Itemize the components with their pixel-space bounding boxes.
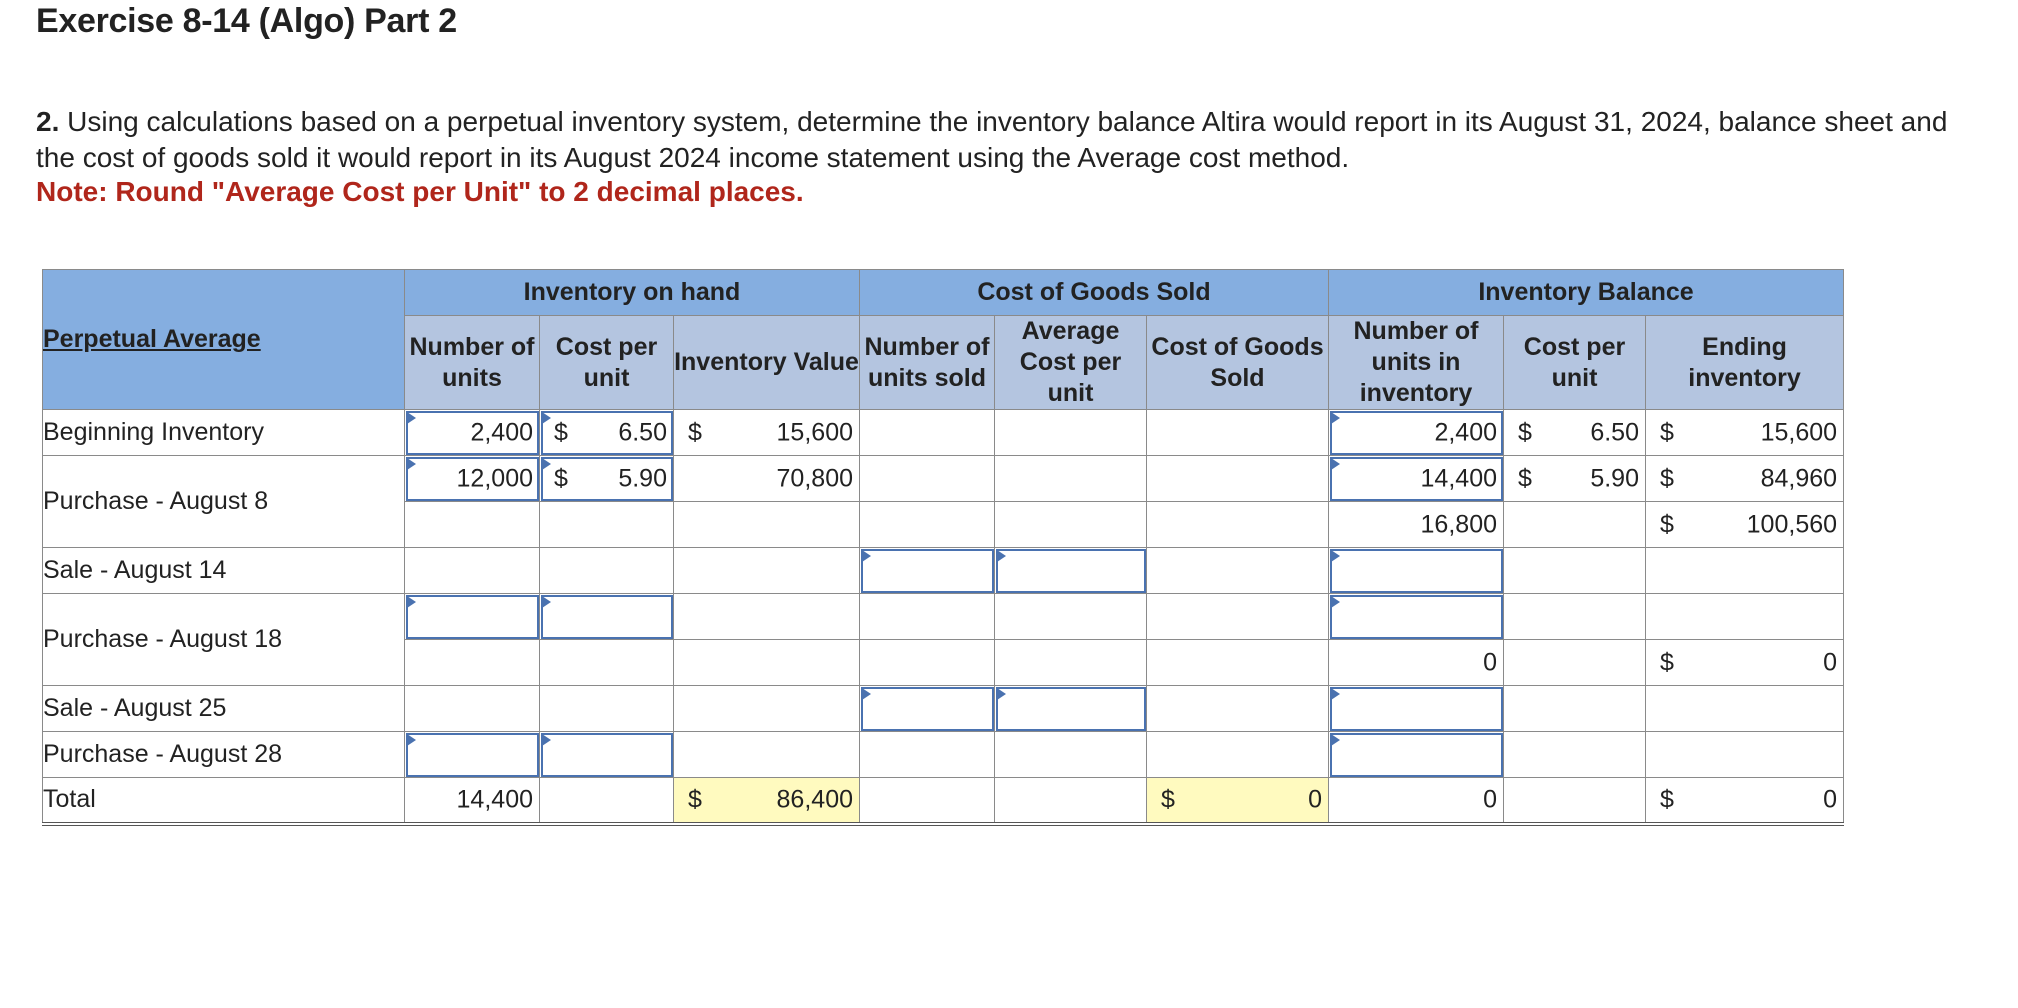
units-in-inventory-input[interactable] xyxy=(1329,410,1504,456)
empty-cell xyxy=(1646,548,1844,594)
table-corner-header xyxy=(43,270,405,410)
subtotal-units-cell xyxy=(1329,502,1504,548)
cell-value: 5.90 xyxy=(1590,464,1639,492)
group-cost-of-goods-sold: Cost of Goods Sold xyxy=(860,270,1329,316)
empty-cell xyxy=(674,686,860,732)
cell-value: 12,000 xyxy=(456,464,533,492)
units-input[interactable] xyxy=(405,594,540,640)
cost-per-unit-input[interactable] xyxy=(540,410,674,456)
inventory-value-cell xyxy=(674,410,860,456)
empty-cell xyxy=(1147,410,1329,456)
subtotal-units-cell xyxy=(1329,640,1504,686)
average-cost-input[interactable] xyxy=(995,686,1147,732)
empty-cell xyxy=(674,640,860,686)
row-label: Total xyxy=(43,778,405,824)
empty-cell xyxy=(1646,686,1844,732)
empty-cell xyxy=(995,502,1147,548)
cost-per-unit-input[interactable] xyxy=(540,456,674,502)
header-ending-inventory: Ending inventory xyxy=(1646,316,1844,410)
empty-cell xyxy=(860,778,995,824)
cell-value: 15,600 xyxy=(1760,418,1838,446)
empty-cell xyxy=(674,594,860,640)
empty-cell xyxy=(405,640,540,686)
empty-cell xyxy=(1504,778,1646,824)
dollar-sign: $ xyxy=(688,785,702,814)
page-title: Exercise 8-14 (Algo) Part 2 xyxy=(36,2,457,40)
units-in-inventory-input[interactable] xyxy=(1329,456,1504,502)
empty-cell xyxy=(405,686,540,732)
dollar-sign: $ xyxy=(1660,785,1674,814)
empty-cell xyxy=(995,410,1147,456)
empty-cell xyxy=(1504,686,1646,732)
table-row xyxy=(43,732,1844,778)
dollar-sign: $ xyxy=(688,418,702,446)
table-row xyxy=(43,456,1844,502)
empty-cell xyxy=(1504,640,1646,686)
empty-cell xyxy=(405,502,540,548)
units-in-inventory-input[interactable] xyxy=(1329,548,1504,594)
cell-value: 0 xyxy=(1823,648,1838,676)
total-units-in-inventory-cell xyxy=(1329,778,1504,824)
empty-cell xyxy=(405,548,540,594)
empty-cell xyxy=(1147,640,1329,686)
inventory-value-cell xyxy=(674,456,860,502)
header-inventory-value: Inventory Value xyxy=(674,316,860,410)
header-units-sold: Number of units sold xyxy=(860,316,995,410)
empty-cell xyxy=(995,594,1147,640)
balance-cost-cell xyxy=(1504,456,1646,502)
units-in-inventory-input[interactable] xyxy=(1329,732,1504,778)
empty-cell xyxy=(860,594,995,640)
total-cogs-cell xyxy=(1147,778,1329,824)
empty-cell xyxy=(995,732,1147,778)
empty-cell xyxy=(674,732,860,778)
cell-value: 86,400 xyxy=(776,785,853,814)
dollar-sign: $ xyxy=(1518,464,1532,492)
row-label: Purchase - August 18 xyxy=(43,594,405,686)
table-row xyxy=(43,686,1844,732)
cell-value: 2,400 xyxy=(1434,418,1497,446)
balance-cost-cell xyxy=(1504,410,1646,456)
cell-value: 0 xyxy=(1308,785,1322,814)
empty-cell xyxy=(1147,732,1329,778)
empty-cell xyxy=(995,640,1147,686)
empty-cell xyxy=(995,778,1147,824)
cell-value: 14,400 xyxy=(1420,464,1497,492)
cost-per-unit-input[interactable] xyxy=(540,594,674,640)
header-cost-per-unit: Cost per unit xyxy=(540,316,674,410)
cell-value: 100,560 xyxy=(1746,510,1838,538)
row-label: Sale - August 14 xyxy=(43,548,405,594)
dollar-sign: $ xyxy=(1660,418,1674,446)
empty-cell xyxy=(674,502,860,548)
dollar-sign: $ xyxy=(1660,510,1674,538)
units-input[interactable] xyxy=(405,732,540,778)
empty-cell xyxy=(1504,732,1646,778)
row-label: Beginning Inventory xyxy=(43,410,405,456)
cost-per-unit-input[interactable] xyxy=(540,732,674,778)
dollar-sign: $ xyxy=(1660,648,1674,676)
table-row xyxy=(43,594,1844,640)
cell-value: 15,600 xyxy=(776,418,853,446)
total-inventory-value-cell xyxy=(674,778,860,824)
cell-value: 0 xyxy=(1483,785,1497,814)
empty-cell xyxy=(860,640,995,686)
row-label: Sale - August 25 xyxy=(43,686,405,732)
header-number-of-units: Number of units xyxy=(405,316,540,410)
empty-cell xyxy=(540,778,674,824)
group-inventory-balance: Inventory Balance xyxy=(1329,270,1844,316)
empty-cell xyxy=(674,548,860,594)
group-inventory-on-hand: Inventory on hand xyxy=(405,270,860,316)
empty-cell xyxy=(1504,502,1646,548)
empty-cell xyxy=(860,456,995,502)
cell-value: 6.50 xyxy=(618,418,667,446)
row-label: Purchase - August 28 xyxy=(43,732,405,778)
table-row xyxy=(43,548,1844,594)
subtotal-ending-inventory-cell xyxy=(1646,640,1844,686)
empty-cell xyxy=(1646,594,1844,640)
question-body: Using calculations based on a perpetual inventory system, determine the inventory balance Altira would report in its August 31, 2024, balance sheet and the cost of goods sold it would report in its August 2024 income statement using the Average cost method. xyxy=(36,106,1948,173)
cell-value: 0 xyxy=(1823,785,1838,814)
dollar-sign: $ xyxy=(1518,418,1532,446)
empty-cell xyxy=(860,732,995,778)
cell-value: 84,960 xyxy=(1760,464,1838,492)
average-cost-input[interactable] xyxy=(995,548,1147,594)
question-text xyxy=(36,104,1976,176)
total-ending-inventory-cell xyxy=(1646,778,1844,824)
empty-cell xyxy=(995,456,1147,502)
header-cogs: Cost of Goods Sold xyxy=(1147,316,1329,410)
empty-cell xyxy=(1646,732,1844,778)
empty-cell xyxy=(1147,548,1329,594)
empty-cell xyxy=(860,502,995,548)
empty-cell xyxy=(860,410,995,456)
table-row xyxy=(43,410,1844,456)
total-units-cell xyxy=(405,778,540,824)
subtotal-ending-inventory-cell xyxy=(1646,502,1844,548)
dollar-sign: $ xyxy=(554,418,568,446)
cell-value: 16,800 xyxy=(1420,510,1497,538)
empty-cell xyxy=(540,548,674,594)
empty-cell xyxy=(1504,548,1646,594)
header-balance-cost-per-unit: Cost per unit xyxy=(1504,316,1646,410)
perpetual-average-table xyxy=(42,269,1844,826)
rounding-note: Note: Round "Average Cost per Unit" to 2 decimal places. xyxy=(36,176,804,207)
empty-cell xyxy=(1147,686,1329,732)
cell-value: 70,800 xyxy=(776,464,853,492)
cell-value: 2,400 xyxy=(470,418,533,446)
total-row xyxy=(43,778,1844,824)
cell-value: 0 xyxy=(1483,648,1497,676)
cell-value: 6.50 xyxy=(1590,418,1639,446)
empty-cell xyxy=(1147,594,1329,640)
empty-cell xyxy=(1147,456,1329,502)
question-number: 2. xyxy=(36,106,60,137)
cell-value: 5.90 xyxy=(618,464,667,492)
corner-label: Perpetual Average xyxy=(43,325,261,353)
empty-cell xyxy=(1504,594,1646,640)
ending-inventory-cell xyxy=(1646,410,1844,456)
units-in-inventory-input[interactable] xyxy=(1329,594,1504,640)
units-sold-input[interactable] xyxy=(860,686,995,732)
header-average-cost: Average Cost per unit xyxy=(995,316,1147,410)
empty-cell xyxy=(540,502,674,548)
empty-cell xyxy=(1147,502,1329,548)
empty-cell xyxy=(540,640,674,686)
cell-value: 14,400 xyxy=(456,785,533,814)
units-input[interactable] xyxy=(405,410,540,456)
dollar-sign: $ xyxy=(1660,464,1674,492)
dollar-sign: $ xyxy=(1161,785,1175,814)
ending-inventory-cell xyxy=(1646,456,1844,502)
dollar-sign: $ xyxy=(554,464,568,492)
header-units-in-inventory: Number of units in inventory xyxy=(1329,316,1504,410)
empty-cell xyxy=(540,686,674,732)
units-in-inventory-input[interactable] xyxy=(1329,686,1504,732)
units-input[interactable] xyxy=(405,456,540,502)
row-label: Purchase - August 8 xyxy=(43,456,405,548)
units-sold-input[interactable] xyxy=(860,548,995,594)
